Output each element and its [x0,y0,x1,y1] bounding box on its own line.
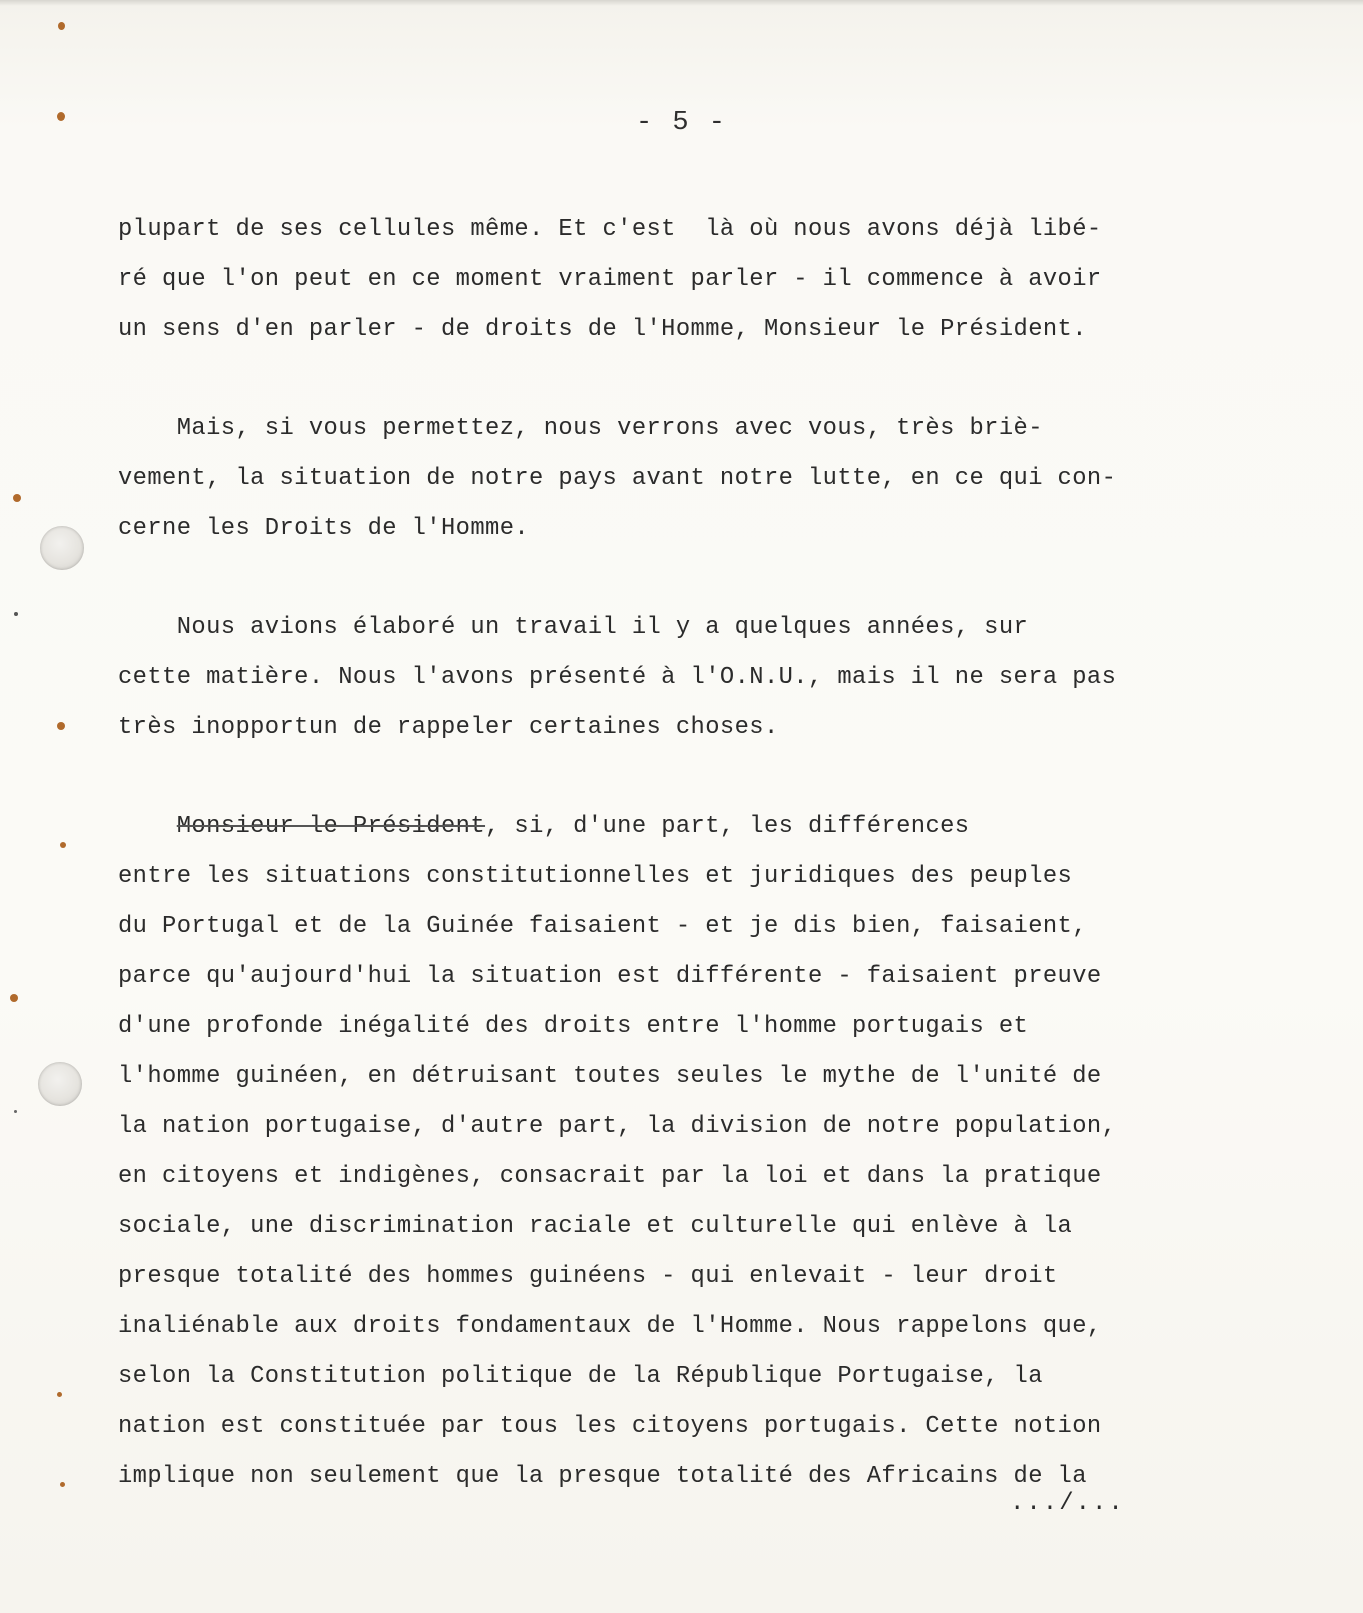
paragraph-1 [118,205,1338,355]
text-line: très inopportun de rappeler certaines choses. [118,714,779,741]
text-line: inaliénable aux droits fondamentaux de l'Homme. Nous rappelons que, [118,1313,1102,1340]
text-line: implique non seulement que la presque totalité des Africains de la [118,1463,1087,1490]
text-line: plupart de ses cellules même. Et c'est là où nous avons déjà libé- [118,216,1102,243]
text-line: nation est constituée par tous les citoyens portugais. Cette notion [118,1413,1102,1440]
rust-mark [57,722,65,730]
rust-mark [60,842,66,848]
text-line: sociale, une discrimination raciale et culturelle qui enlève à la [118,1213,1073,1240]
text-line: Nous avions élaboré un travail il y a quelques années, sur [118,614,1029,641]
text-line: cerne les Droits de l'Homme. [118,515,530,542]
rust-mark [14,1110,17,1113]
paragraph-2 [118,404,1338,554]
page-top-edge [0,0,1363,6]
rust-mark [57,1392,62,1397]
text-line: vement, la situation de notre pays avant notre lutte, en ce qui con- [118,465,1117,492]
struck-text: Monsieur le Président [176,813,486,840]
body-text [118,205,1338,1502]
text-line: selon la Constitution politique de la République Portugaise, la [118,1363,1043,1390]
punch-hole-lower [38,1062,82,1106]
text-line: du Portugal et de la Guinée faisaient - et je dis bien, faisaient, [118,913,1087,940]
text-line: d'une profonde inégalité des droits entre l'homme portugais et [118,1013,1029,1040]
text-line: Mais, si vous permettez, nous verrons avec vous, très briè- [118,415,1043,442]
rust-mark [60,1482,65,1487]
rust-mark [58,22,65,30]
rust-mark [14,612,18,616]
text-line: cette matière. Nous l'avons présenté à l'O.N.U., mais il ne sera pas [118,664,1117,691]
text-line: ré que l'on peut en ce moment vraiment parler - il commence à avoir [118,266,1102,293]
rust-mark [10,994,18,1002]
text-line: parce qu'aujourd'hui la situation est différente - faisaient preuve [118,963,1102,990]
continuation-marker: .../... [1010,1490,1125,1517]
text-line [118,802,1338,852]
paragraph-3 [118,603,1338,753]
text-line: presque totalité des hommes guinéens - qui enlevait - leur droit [118,1263,1058,1290]
text-line: un sens d'en parler - de droits de l'Homme, Monsieur le Président. [118,316,1087,343]
text-line: la nation portugaise, d'autre part, la division de notre population, [118,1113,1117,1140]
paragraph-4 [118,802,1338,1502]
rust-mark [13,494,21,502]
text-fragment: , si, d'une part, les différences [485,813,970,840]
text-line: en citoyens et indigènes, consacrait par la loi et dans la pratique [118,1163,1102,1190]
page-number: - 5 - [635,108,727,138]
text-line: l'homme guinéen, en détruisant toutes seules le mythe de l'unité de [118,1063,1102,1090]
punch-hole-upper [40,526,84,570]
text-line: entre les situations constitutionnelles et juridiques des peuples [118,863,1073,890]
